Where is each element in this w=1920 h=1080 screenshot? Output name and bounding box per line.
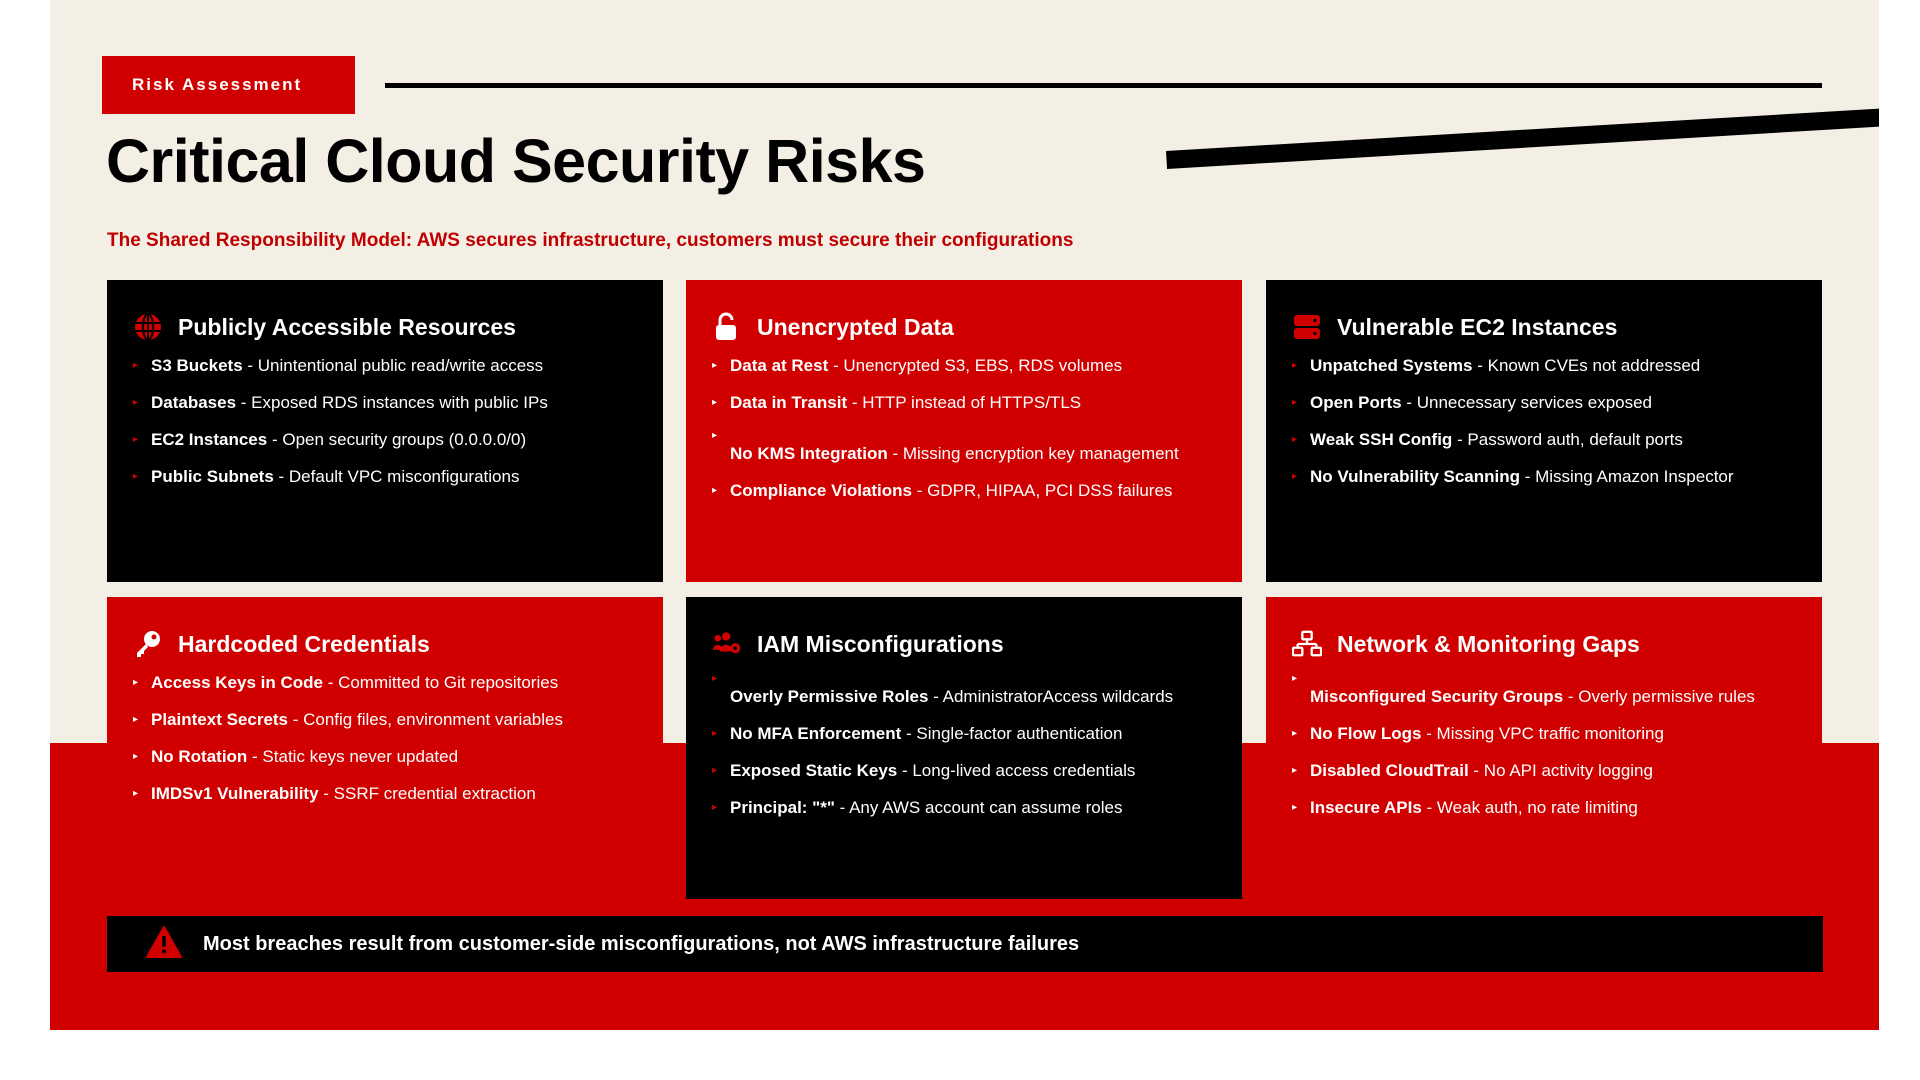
card-title: Publicly Accessible Resources: [178, 313, 516, 340]
item-desc: - Any AWS account can assume roles: [834, 798, 1123, 817]
item-term: Misconfigured Security Groups: [1310, 687, 1564, 706]
card-title: Unencrypted Data: [757, 313, 954, 340]
risk-list: [712, 668, 1218, 818]
list-item: [133, 709, 639, 730]
item-term: Overly Permissive Roles: [730, 687, 929, 706]
item-desc: - Missing Amazon Inspector: [1520, 467, 1734, 486]
key-icon: [133, 629, 163, 659]
footer-text: Most breaches result from customer-side misconfigurations, not AWS infrastructure failures: [203, 932, 1080, 955]
item-desc: - Static keys never updated: [247, 747, 459, 766]
page-title: Critical Cloud Security Risks: [106, 127, 926, 195]
item-desc: - Known CVEs not addressed: [1472, 356, 1701, 375]
item-desc: - Config files, environment variables: [288, 710, 563, 729]
list-item: [712, 392, 1218, 413]
list-item: [1292, 760, 1798, 781]
list-item: [133, 672, 639, 693]
card-publicly-accessible-resources: [107, 280, 663, 582]
card-title: Vulnerable EC2 Instances: [1337, 313, 1618, 340]
card-title: Network & Monitoring Gaps: [1337, 630, 1640, 657]
item-desc: - Weak auth, no rate limiting: [1421, 798, 1638, 817]
list-item: [712, 760, 1218, 781]
item-term: Data at Rest: [730, 356, 829, 375]
item-desc: - Exposed RDS instances with public IPs: [236, 393, 548, 412]
item-desc: - GDPR, HIPAA, PCI DSS failures: [912, 481, 1173, 500]
item-desc: - Missing VPC traffic monitoring: [1421, 724, 1664, 743]
item-term: Plaintext Secrets: [151, 710, 289, 729]
list-item: [133, 466, 639, 487]
item-desc: - AdministratorAccess wildcards: [928, 687, 1174, 706]
item-term: Data in Transit: [730, 393, 848, 412]
item-term: Weak SSH Config: [1310, 430, 1453, 449]
item-term: Compliance Violations: [730, 481, 913, 500]
risk-list: [133, 672, 639, 804]
item-term: EC2 Instances: [151, 430, 268, 449]
item-term: No Rotation: [151, 747, 248, 766]
item-term: Disabled CloudTrail: [1310, 761, 1469, 780]
card-hardcoded-credentials: [107, 597, 663, 899]
list-item: [133, 392, 639, 413]
diagonal-accent-bar: [1166, 109, 1879, 169]
list-item: [1292, 429, 1798, 450]
list-item: [712, 355, 1218, 376]
list-item: [712, 425, 1218, 464]
risk-list: [1292, 355, 1798, 487]
item-desc: - Overly permissive rules: [1563, 687, 1755, 706]
top-divider-line: [385, 83, 1822, 88]
item-term: No MFA Enforcement: [730, 724, 902, 743]
item-term: No Vulnerability Scanning: [1310, 467, 1521, 486]
item-term: Public Subnets: [151, 467, 274, 486]
item-desc: - Unnecessary services exposed: [1401, 393, 1653, 412]
list-item: [133, 355, 639, 376]
item-desc: - No API activity logging: [1468, 761, 1653, 780]
list-item: [133, 783, 639, 804]
card-iam-misconfigurations: [686, 597, 1242, 899]
item-term: Principal: "*": [730, 798, 835, 817]
slide: [50, 0, 1879, 1030]
item-desc: - SSRF credential extraction: [318, 784, 536, 803]
risk-list: [712, 355, 1218, 501]
item-desc: - Unintentional public read/write access: [242, 356, 544, 375]
warning-icon: [145, 925, 183, 964]
item-term: Exposed Static Keys: [730, 761, 898, 780]
item-desc: - Unencrypted S3, EBS, RDS volumes: [828, 356, 1123, 375]
list-item: [712, 668, 1218, 707]
risk-list: [133, 355, 639, 487]
section-tag: Risk Assessment: [102, 56, 355, 114]
card-title: IAM Misconfigurations: [757, 630, 1004, 657]
unlock-icon: [712, 312, 742, 342]
item-term: IMDSv1 Vulnerability: [151, 784, 319, 803]
item-desc: - Default VPC misconfigurations: [273, 467, 520, 486]
item-term: No Flow Logs: [1310, 724, 1422, 743]
item-desc: - HTTP instead of HTTPS/TLS: [847, 393, 1082, 412]
item-term: S3 Buckets: [151, 356, 243, 375]
item-term: No KMS Integration: [730, 444, 888, 463]
users-cog-icon: [712, 629, 742, 659]
item-desc: - Password auth, default ports: [1452, 430, 1683, 449]
globe-icon: [133, 312, 163, 342]
item-desc: - Long-lived access credentials: [897, 761, 1136, 780]
item-term: Insecure APIs: [1310, 798, 1422, 817]
item-desc: - Open security groups (0.0.0.0/0): [267, 430, 527, 449]
item-term: Databases: [151, 393, 237, 412]
item-term: Open Ports: [1310, 393, 1402, 412]
item-term: Access Keys in Code: [151, 673, 323, 692]
item-desc: - Single-factor authentication: [901, 724, 1123, 743]
risk-list: [1292, 668, 1798, 818]
list-item: [1292, 797, 1798, 818]
list-item: [712, 480, 1218, 501]
list-item: [1292, 392, 1798, 413]
card-unencrypted-data: [686, 280, 1242, 582]
page-subtitle: The Shared Responsibility Model: AWS secures infrastructure, customers must secure their configurations: [107, 230, 1074, 251]
item-term: Unpatched Systems: [1310, 356, 1473, 375]
list-item: [1292, 355, 1798, 376]
card-vulnerable-ec2-instances: [1266, 280, 1822, 582]
item-desc: - Missing encryption key management: [887, 444, 1179, 463]
footer-callout: [107, 916, 1823, 972]
item-desc: - Committed to Git repositories: [322, 673, 559, 692]
card-network-monitoring-gaps: [1266, 597, 1822, 899]
list-item: [133, 429, 639, 450]
server-icon: [1292, 312, 1322, 342]
list-item: [712, 723, 1218, 744]
list-item: [1292, 668, 1798, 707]
list-item: [133, 746, 639, 767]
network-icon: [1292, 629, 1322, 659]
list-item: [712, 797, 1218, 818]
card-title: Hardcoded Credentials: [178, 630, 430, 657]
list-item: [1292, 466, 1798, 487]
list-item: [1292, 723, 1798, 744]
